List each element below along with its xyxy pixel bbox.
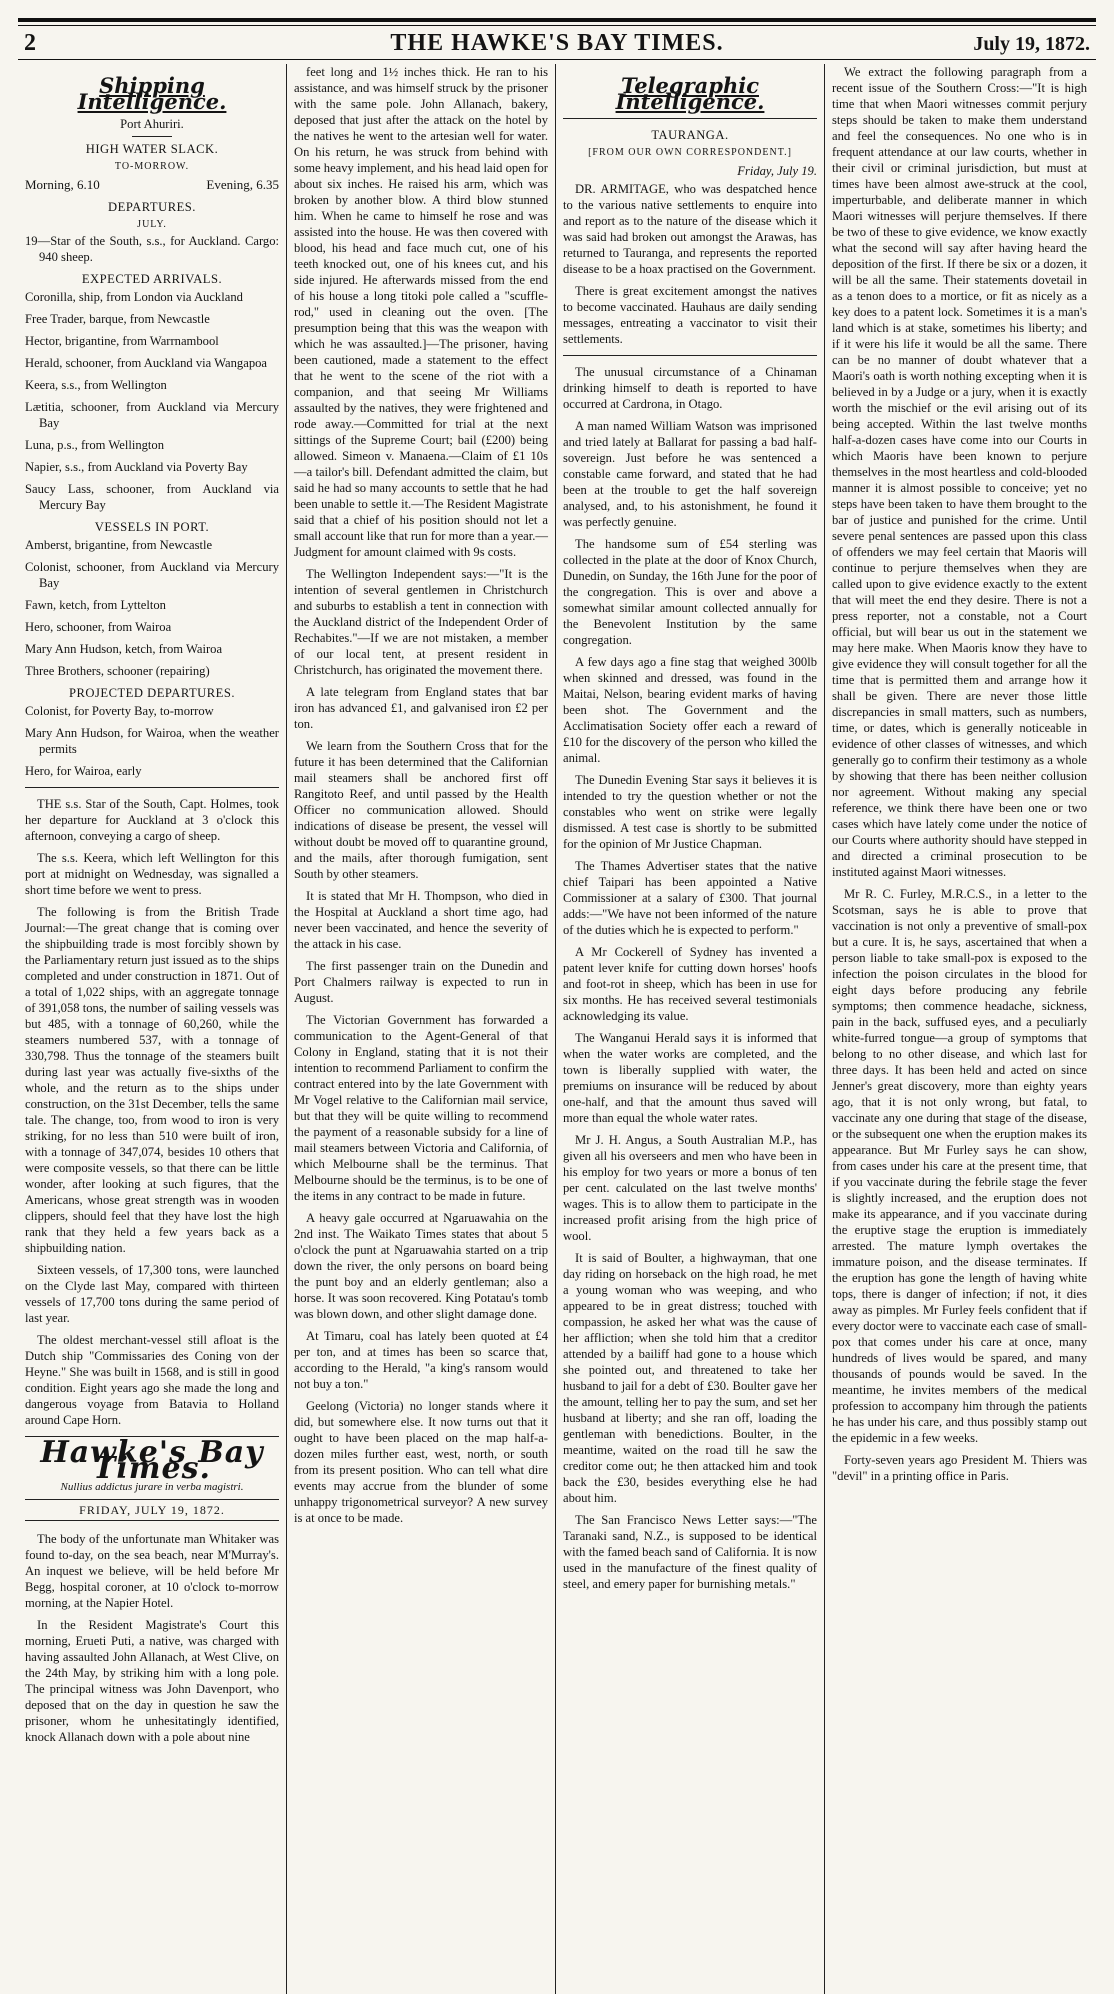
extracts-news xyxy=(832,64,1087,1484)
news-paragraph: Forty-seven years ago President M. Thiers was "devil" in a printing office in Paris. xyxy=(832,1453,1087,1483)
issue-date: July 19, 1872. xyxy=(973,33,1090,55)
telegram-source: [FROM OUR OWN CORRESPONDENT.] xyxy=(588,147,792,158)
telegram-day: Friday, July 19. xyxy=(737,164,817,178)
projected-item: Colonist, for Poverty Bay, to-morrow xyxy=(25,704,214,718)
news-paragraph: A late telegram from England states that bar iron has advanced £1, and galvanised iron £2 per ton. xyxy=(294,685,548,731)
arrival-item: Herald, schooner, from Auckland via Wangapoa xyxy=(25,356,267,370)
arrival-item: Napier, s.s., from Auckland via Poverty Bay xyxy=(25,460,248,474)
vessel-item: Hero, schooner, from Wairoa xyxy=(25,620,172,634)
news-paragraph: The Dunedin Evening Star says it believes it is intended to try the question whether or not the constables who went on strike were legally dismissed. A test case is shortly to be submitted for the opinion of Mr Justice Chapman. xyxy=(563,773,817,851)
news-paragraph: Mr J. H. Angus, a South Australian M.P., has given all his overseers and men who have been in his employ for two years or more a bonus of ten per cent. calculated on the last twelve months' wages. This is to allow them to participate in the increased profit arising from the high price of wool. xyxy=(563,1133,817,1243)
column-1 xyxy=(18,64,287,1994)
arrival-item: Coronilla, ship, from London via Auckland xyxy=(25,290,243,304)
telegram-place: TAURANGA. xyxy=(651,128,729,142)
vessel-item: Fawn, ketch, from Lyttelton xyxy=(25,598,166,612)
expected-list xyxy=(25,289,279,513)
short-rule xyxy=(132,136,172,137)
projected-item: Mary Ann Hudson, for Wairoa, when the weather permits xyxy=(25,726,279,756)
news-paragraph: In the Resident Magistrate's Court this morning, Erueti Puti, a native, was charged with having assaulted John Allanach, at West Clive, on the 24th May, by striking him with a long pole. The principal witness was John Davenport, who deposed that on the day in question he saw the prisoner, whom he unhesitatingly identified, knock Allanach down with a pole about nine xyxy=(25,1618,279,1744)
port-name: Port Ahuriri. xyxy=(120,117,184,131)
vessel-item: Mary Ann Hudson, ketch, from Wairoa xyxy=(25,642,223,656)
tide-heading: HIGH WATER SLACK. xyxy=(85,142,219,156)
top-rule xyxy=(18,18,1096,22)
news-paragraph: The following is from the British Trade Journal:—The great change that is coming over the shipbuilding trade is most forcibly shown by the Parliamentary return just issued as to the ships completed and under construction in 1871. Out of a total of 1,022 ships, with an aggregate tonnage of 391,058 tons, the number of sailing vessels was but 485, with a tonnage of 60,260, while the steamers numbered 537, with a tonnage of 330,798. Thus the tonnage of the steamers built during last year was actually five-sixths of the whole, and the return as to the ships under construction, on the 31st December, tells the same tale. The change, too, from wood to iron is very striking, for no less than 510 were built of iron, with a tonnage of 347,074, besides 10 others that were composite vessels, so that there can be little wonder, after looking at such figures, that the Americans, whose great strength was in wooden clippers, should feel that they have lost the high rank that they held a few years back as a shipbuilding nation. xyxy=(25,905,279,1255)
news-paragraph: It is stated that Mr H. Thompson, who died in the Hospital at Auckland a short time ago, had never been vaccinated, and hence the severity of the attack in his case. xyxy=(294,889,548,951)
telegraphic-heading: Telegraphic Intelligence. xyxy=(615,73,765,114)
departure-item: 19—Star of the South, s.s., for Auckland. Cargo: 940 sheep. xyxy=(25,234,279,264)
masthead-rule xyxy=(18,59,1096,60)
projected-list xyxy=(25,703,279,779)
news-paragraph: The unusual circumstance of a Chinaman drinking himself to death is reported to have occurred at Cardrona, in Otago. xyxy=(563,365,817,411)
projected-heading: PROJECTED DEPARTURES. xyxy=(68,686,236,700)
news-paragraph: The first passenger train on the Dunedin and Port Chalmers railway is expected to run in August. xyxy=(294,959,548,1005)
column-2 xyxy=(287,64,556,1994)
arrival-item: Lætitia, schooner, from Auckland via Mercury Bay xyxy=(25,400,279,430)
editorial-news xyxy=(25,1531,279,1745)
local-news xyxy=(294,64,548,1526)
columns xyxy=(18,64,1096,1994)
arrival-item: Hector, brigantine, from Warrnambool xyxy=(25,334,219,348)
news-paragraph: The San Francisco News Letter says:—"The Taranaki sand, N.Z., is supposed to be identical with the famed beach sand of California. It is now used in the manufacture of the finest quality of steel, and emery paper for burnishing metals." xyxy=(563,1513,817,1591)
news-paragraph: Mr R. C. Furley, M.R.C.S., in a letter to the Scotsman, says he is able to prove that vaccination is not only a preventive of small-pox but a cure. It is, he says, ascertained that when a person liable to take small-pox is exposed to the infection the poison circulates in the blood for eight days before producing any febrile symptoms; then commence headache, sickness, pain in the back, suffused eyes, and a peculiarly white-furred tongue—a group of symptoms that belong to no other disease, and which last for three days. It has been held and acted on since Jenner's great discovery, more than eighty years ago, that it is not only wrong, but fatal, to vaccinate any one during that stage of the disease, or the subsequent one when the eruption makes its appearance. But Mr Furley says he can show, from cases under his care at the present time, that if you vaccinate during the febrile stage the fever is slightly increased, and the eruption does not make its appearance, and if you vaccinate during the eruptive stage the eruption is immediately arrested. The mature lymph overtakes the immature poison, and the disease terminates. If the eruption has gone the length of having white tops, there is danger of infection; if not, it dies away as pimples. Mr Furley feels confident that if every doctor were to vaccinate each case of small-pox that comes under his care at once, many hundreds of lives would be spared, and many thousands of pounds would be saved. In the meantime, he invites members of the medical profession to accompany him through the patients he has under his care, and thus possibly stamp out the epidemic in a few weeks. xyxy=(832,887,1087,1445)
arrival-item: Luna, p.s., from Wellington xyxy=(25,438,165,452)
motto: Nullius addictus jurare in verba magistri. xyxy=(60,1481,244,1493)
departures-month: JULY. xyxy=(137,219,167,230)
section-rule xyxy=(563,118,817,119)
news-paragraph: The Wellington Independent says:—"It is the intention of several gentlemen in Christchurch and suburbs to establish a tent in connection with the Auckland district of the Independent Order of Rechabites."—If we are not mistaken, a member of our local tent, at present resident in Christchurch, has originated the movement there. xyxy=(294,567,548,677)
vessel-item: Three Brothers, schooner (repairing) xyxy=(25,664,210,678)
news-paragraph: We learn from the Southern Cross that for the future it has been determined that the Californian mail steamers shall be anchored first off Rangitoto Reef, and until passed by the Health Officer no communication allowed. Should indications of disease be present, the vessel will without doubt be moved off to quarantine ground, and the mails, after thorough fumigation, sent South by other steamers. xyxy=(294,739,548,881)
inport-list xyxy=(25,537,279,679)
news-paragraph: DR. ARMITAGE, who was despatched hence to the various native settlements to enquire into and report as to the nature of the disease which it was said had broken out amongst the Arawas, has returned to Tauranga, and represents the reported disease to be a hoax practised on the Government. xyxy=(563,182,817,276)
newspaper-title: THE HAWKE'S BAY TIMES. xyxy=(390,30,724,56)
arrival-item: Saucy Lass, schooner, from Auckland via Mercury Bay xyxy=(25,482,279,512)
departures-heading: DEPARTURES. xyxy=(108,200,196,214)
paper-title: Hawke's Bay Times. xyxy=(40,1435,264,1486)
arrival-item: Keera, s.s., from Wellington xyxy=(25,378,167,392)
expected-heading: EXPECTED ARRIVALS. xyxy=(81,272,223,286)
news-paragraph: Sixteen vessels, of 17,300 tons, were launched on the Clyde last May, compared with thirteen vessels of 17,700 tons during the same period of last year. xyxy=(25,1263,279,1325)
news-paragraph: A Mr Cockerell of Sydney has invented a patent lever knife for cutting down horses' hoofs and foot-rot in sheep, which has been in use for six months. He has received several testimonials acknowledging its value. xyxy=(563,945,817,1023)
departures-list xyxy=(25,233,279,265)
tide-morning: Morning, 6.10 xyxy=(25,177,100,192)
news-paragraph: The Wanganui Herald says it is informed that when the water works are completed, and the town is liberally supplied with water, the premiums on insurance will be reduced by about one-half, and that the amount thus saved will more than equal the whole water rates. xyxy=(563,1031,817,1125)
news-paragraph: The handsome sum of £54 sterling was collected in the plate at the door of Knox Church, Dunedin, on Sunday, the 16th June for the poor of the congregation. This is over and above a somewhat similar amount collected annually for the Benevolent Institution by the same congregation. xyxy=(563,537,817,647)
news-paragraph: THE s.s. Star of the South, Capt. Holmes, took her departure for Auckland at 3 o'clock this afternoon, conveying a cargo of sheep. xyxy=(25,797,279,843)
page-number: 2 xyxy=(24,30,36,56)
column-4 xyxy=(825,64,1094,1994)
inport-heading: VESSELS IN PORT. xyxy=(94,520,210,534)
news-paragraph: The body of the unfortunate man Whitaker was found to-day, on the sea beach, near M'Murray's. An inquest we believe, will be held before Mr Begg, hospital coroner, at 10 o'clock to-morrow morning, at the Napier Hotel. xyxy=(25,1532,279,1610)
news-paragraph: The oldest merchant-vessel still afloat is the Dutch ship "Commissaries des Coning von der Heyne." She was built in 1568, and is still in good condition. Eight years ago she made the long and dangerous voyage from Batavia to Holland around Cape Horn. xyxy=(25,1333,279,1427)
news-paragraph: It is said of Boulter, a highwayman, that one day riding on horseback on the high road, he met a young woman who was weeping, and who appeared to be in great distress; touched with compassion, he asked her what was the cause of her affliction; when she told him that a creditor attended by a bailiff had gone to a house which she pointed out, and threatened to take her husband to jail for a debt of £30. Boulter gave her the amount, telling her to pay the sum, and set her husband at liberty; and she ran off, loading the gentleman with benedictions. Boulter, in the meantime, waited on the road till he saw the creditor come out; he then attacked him and took back the £30, besides everything else he had about him. xyxy=(563,1251,817,1505)
news-paragraph: We extract the following paragraph from a recent issue of the Southern Cross:—"It is high time that when Maori witnesses commit perjury steps should be taken to make them understand and feel the consequences. No one who is in frequent attendance at our law courts, whether in their civil or criminal jurisdiction, but must at times have been almost awe-struck at the cool, imperturbable, and deliberate manner in which Maori witnesses will perjure themselves. If there be two of these to give evidence, we know exactly what the second will say after having heard the deposition of the first. If there be six or a dozen, it will be all the same. Their statements dovetail in as a tenon does to a mortice, or fit as nicely as a key does to a patent lock. Sometimes it is a man's land which is at stake, sometimes his liberty; and if it were his life it would be all the same. There can be no manner of doubt whatever that a Maori's oath is worth nothing excepting when it is believed in by a Judge or a jury, when it is exactly worth the mischief or the evil arising out of its being accepted. Within the last twelve months half-a-dozen cases have come into our Courts in which Maoris have been known to perjure themselves in the most heartless and cold-blooded manner it is almost possible to conceive; yet no steps have been taken to have them brought to the bar of justice and punished for the crime. Until severe penal sentences are passed upon this class of offenders we may feel certain that Maoris will continue to perjure themselves when they are called upon to give evidence exactly to the extent that will meet the end they desire. There is not a press reporter, not a constable, not a Court official, but will bear us out in the statement we may here make. When Maoris know they have to give evidence they will consult together for all the time that is permitted them and arrange how it shall be given. There are never those little discrepancies in small matters, such as numbers, time, or dates, which is generally noticeable in evidence of other classes of witnesses, and which generally go to confirm their testimony as a whole by showing that there has been neither collusion nor agreement. Without making any special reference, we think there have been one or two cases which have lately come under the notice of our Courts where authority should have stepped in and directed a criminal prosecution to be instituted against Maori witnesses. xyxy=(832,65,1087,879)
news-paragraph: There is great excitement amongst the natives to become vaccinated. Hauhaus are daily sending messages, entreating a vaccinator to visit their settlements. xyxy=(563,284,817,346)
section-rule xyxy=(25,787,279,788)
vessel-item: Colonist, schooner, from Auckland via Mercury Bay xyxy=(25,560,279,590)
masthead xyxy=(18,26,1096,59)
news-paragraph: Geelong (Victoria) no longer stands where it did, but somewhere else. It now turns out that it ought to have been placed on the map half-a-dozen miles further east, west, north, or south from its present position. Who can tell what dire events may accrue from the blunder of some unhappy trigonometrical surveyor? A new survey is at once to be made. xyxy=(294,1399,548,1525)
news-paragraph: feet long and 1½ inches thick. He ran to his assistance, and was himself struck by the prisoner with the same pole. John Allanach, bakery, deposed that just after the attack on the hotel by the natives he went to the artesian well for water. On his return, he was struck from behind with some heavy implement, and his head laid open for about six inches. He raised his arm, which was broken by another blow. A third blow stunned him. When he came to himself he rose and was assisted into the house. He was then covered with blood, his head and face much cut, one of his teeth knocked out, one of his knees cut, and his side injured. He afterwards missed from the end of his house a long titoki pole called a "scuffle-rod," used in cleaning out the oven. [The presumption being that this was the weapon with which he was assaulted.]—The prisoner, having been cautioned, made a statement to the effect that he went to the scene of the riot with a companion, and that seeing Mr Williams assaulted by the natives, they were frightened and rode away.—Committed for trial at the next sittings of the Supreme Court; bail (£200) being allowed. Simeon v. Manaena.—Claim of £1 10s—a tailor's bill. Defendant admitted the claim, but said he had so many accounts to settle that he had been unable to settle it.—The Resident Magistrate said that a chief of his position should not let a small account like that run for more than a year.—Judgment for amount claimed with 9s costs. xyxy=(294,65,548,559)
vessel-item: Amberst, brigantine, from Newcastle xyxy=(25,538,213,552)
news-paragraph: At Timaru, coal has lately been quoted at £4 per ton, and at times has been so scarce that, according to the Herald, "a king's ransom would not buy a ton." xyxy=(294,1329,548,1391)
news-paragraph: The s.s. Keera, which left Wellington for this port at midnight on Wednesday, was signalled a short time before we went to press. xyxy=(25,851,279,897)
editorial-dateline: FRIDAY, JULY 19, 1872. xyxy=(25,1499,279,1521)
telegram-text xyxy=(563,181,817,347)
tide-times xyxy=(25,177,279,193)
arrival-item: Free Trader, barque, from Newcastle xyxy=(25,312,210,326)
column-3 xyxy=(556,64,825,1994)
news-paragraph: The Victorian Government has forwarded a communication to the Agent-General of that Colony in England, stating that it is not their intention to recommend Parliament to confirm the contract entered into by the late Government with Mr Vogel relative to the Californian mail service, but that they will be quite willing to recommend the payment of a reasonable subsidy for a line of mail steamers between Victoria and California, of which Melbourne shall be the terminus. That Melbourne should be the terminus, is to be one of the items in any contract to be made in future. xyxy=(294,1013,548,1203)
news-paragraph: A heavy gale occurred at Ngaruawahia on the 2nd inst. The Waikato Times states that about 5 o'clock the punt at Ngaruawahia started on a trip down the river, the only persons on board being the punt boy and an elderly gentleman; also a horse. It was soon recovered. King Potatau's tomb was blown down, and other slight damage done. xyxy=(294,1211,548,1321)
news-paragraph: A few days ago a fine stag that weighed 300lb when skinned and dressed, was found in the Maitai, Nelson, bearing evident marks of having been shot. The Government and the Acclimatisation Society offer each a reward of £10 for the discovery of the person who killed the animal. xyxy=(563,655,817,765)
shipping-heading: Shipping Intelligence. xyxy=(77,73,227,114)
news-paragraph: The Thames Advertiser states that the native chief Taipari has been appointed a Native Commissioner at a salary of £300. That journal adds:—"We have not been informed of the nature of the duties which he is expected to perform." xyxy=(563,859,817,937)
projected-item: Hero, for Wairoa, early xyxy=(25,764,142,778)
news-paragraph: A man named William Watson was imprisoned and tried lately at Ballarat for passing a bad half-sovereign. Just before he was sentenced a constable came forward, and stated that he had been at the trouble to get the half sovereign analysed, and, to his astonishment, he found it was perfectly genuine. xyxy=(563,419,817,529)
tide-sub: TO-MORROW. xyxy=(114,161,190,172)
section-rule xyxy=(563,355,817,356)
tide-evening: Evening, 6.35 xyxy=(206,177,279,192)
general-news xyxy=(563,364,817,1592)
shipping-news xyxy=(25,796,279,1428)
